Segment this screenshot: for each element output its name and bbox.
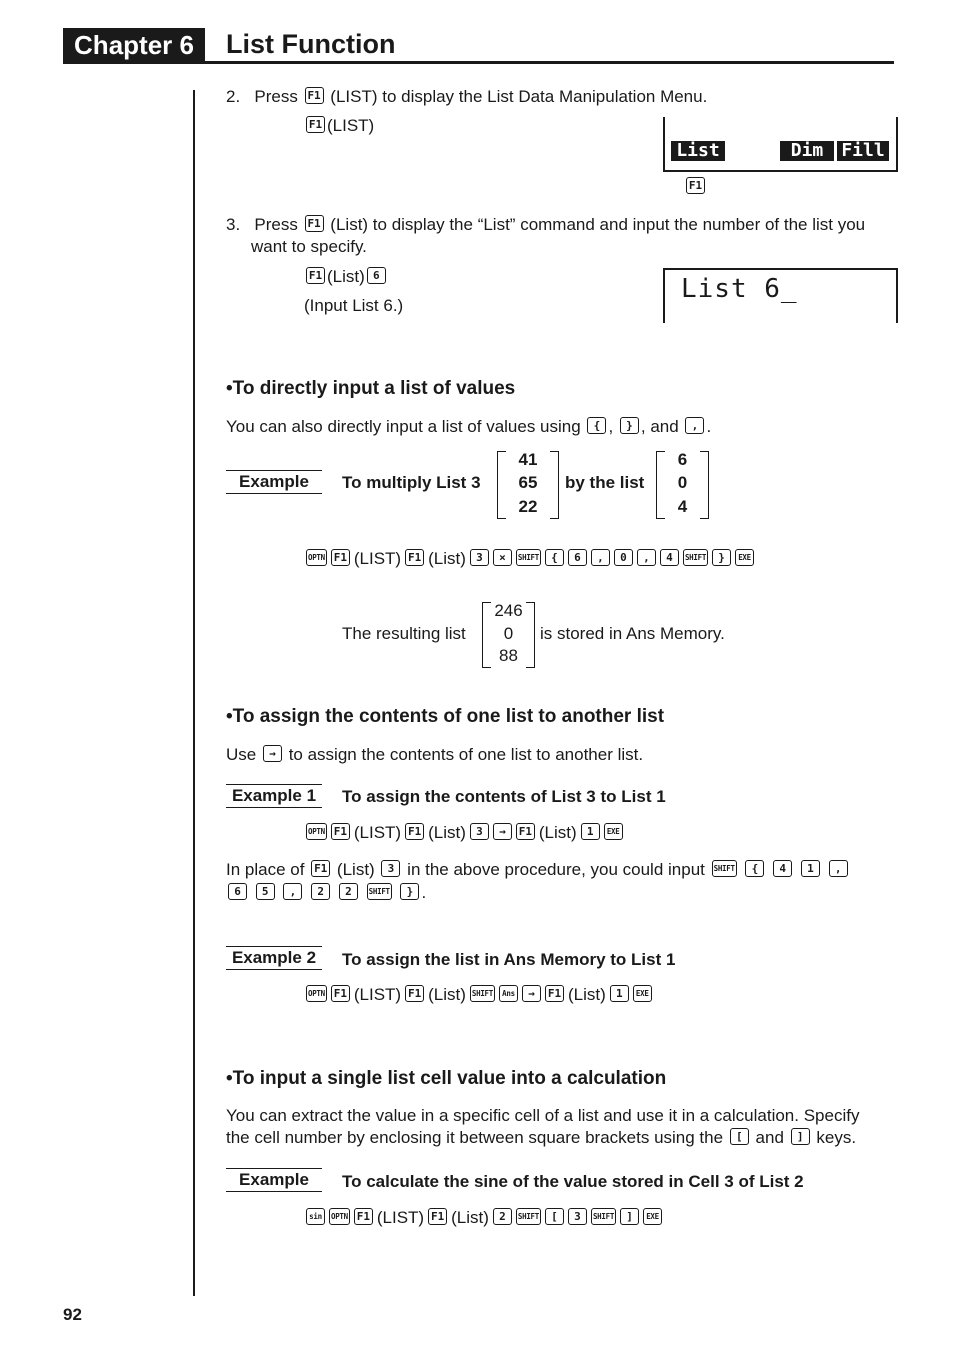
body-text: and	[755, 1128, 784, 1147]
key-2: 2	[311, 883, 330, 900]
close-brace-key: }	[400, 883, 419, 900]
key-caption: (List)	[538, 823, 577, 842]
result-item: 0	[503, 624, 514, 643]
key-sequence-2	[304, 822, 625, 844]
menu-item-dim: Dim	[780, 141, 834, 161]
header-rule	[63, 61, 894, 64]
key-caption: (List)	[428, 985, 466, 1004]
section-3-para-2	[226, 1127, 856, 1149]
f1-key: F1	[545, 985, 564, 1002]
open-brace-key: {	[545, 549, 564, 566]
screen-f1-label	[684, 176, 707, 198]
comma-key: ,	[283, 883, 302, 900]
f1-key: F1	[405, 823, 424, 840]
step-text: (List) to display the “List” command and input the number of the list you	[330, 215, 866, 234]
step-2	[226, 86, 707, 108]
close-bracket-key: ]	[620, 1208, 639, 1225]
key-3: 3	[470, 823, 489, 840]
exe-key: EXE	[643, 1208, 662, 1225]
key-1: 1	[581, 823, 600, 840]
key-caption: (List)	[451, 1208, 489, 1227]
calculator-screen-menu	[663, 117, 898, 172]
body-text: (List)	[336, 860, 375, 879]
key-1: 1	[801, 860, 820, 877]
f1-key: F1	[305, 87, 324, 104]
open-brace-key: {	[587, 417, 606, 434]
open-bracket-key: [	[730, 1128, 749, 1145]
result-pre-text: The resulting list	[342, 624, 466, 643]
step-text: (LIST) to display the List Data Manipulation Menu.	[330, 87, 708, 106]
f1-key: F1	[305, 215, 324, 232]
body-text: keys.	[816, 1128, 857, 1147]
key-2: 2	[493, 1208, 512, 1225]
chapter-title: List Function	[226, 29, 396, 59]
key-caption: (List)	[567, 985, 606, 1004]
key-caption: (List)	[428, 549, 466, 568]
shift-key: SHIFT	[712, 860, 737, 877]
example-label: Example	[226, 1168, 322, 1192]
f1-key: F1	[516, 823, 535, 840]
f1-key: F1	[311, 860, 330, 877]
key-5: 5	[256, 883, 275, 900]
key-caption: (LIST)	[376, 1208, 425, 1227]
f1-key: F1	[354, 1208, 373, 1225]
step-3	[226, 214, 865, 236]
key-sequence-4	[304, 1207, 664, 1229]
step-text: Press	[254, 215, 298, 234]
f1-key: F1	[331, 549, 350, 566]
by-the-list-text: by the list	[565, 473, 645, 492]
key-sequence-1	[304, 548, 756, 570]
shift-key: SHIFT	[683, 549, 708, 566]
close-bracket-key: ]	[791, 1128, 810, 1145]
section-2-intro	[226, 744, 643, 766]
key-3: 3	[470, 549, 489, 566]
shift-key: SHIFT	[470, 985, 495, 1002]
section-3-para-1: You can extract the value in a specific cell of a list and use it in a calculation. Specify	[226, 1106, 860, 1125]
section-1-intro	[226, 416, 711, 438]
f1-key: F1	[405, 985, 424, 1002]
key-caption: (LIST)	[327, 116, 375, 135]
optn-key: OPTN	[306, 549, 327, 566]
shift-key: SHIFT	[516, 549, 541, 566]
open-brace-key: {	[745, 860, 764, 877]
list-a-item: 22	[518, 497, 538, 516]
section-heading-assign: •To assign the contents of one list to another list	[226, 706, 665, 727]
example-text: To multiply List 3	[342, 473, 481, 492]
multiply-key: ×	[493, 549, 512, 566]
result-item: 88	[499, 646, 518, 665]
intro-text: to assign the contents of one list to another list.	[288, 745, 644, 764]
step-number: 3.	[226, 215, 241, 234]
key-2: 2	[339, 883, 358, 900]
intro-text: You can also directly input a list of values using	[226, 417, 581, 436]
exe-key: EXE	[735, 549, 754, 566]
example-1-label: Example 1	[226, 784, 322, 808]
assign-arrow-key: →	[493, 823, 512, 840]
key-6: 6	[568, 549, 587, 566]
open-bracket-key: [	[545, 1208, 564, 1225]
key-caption: (List)	[327, 267, 365, 286]
key-4: 4	[660, 549, 679, 566]
step-text: Press	[254, 87, 298, 106]
list-matrix-a	[497, 451, 559, 519]
shift-key: SHIFT	[516, 1208, 541, 1225]
optn-key: OPTN	[306, 985, 327, 1002]
step-number: 2.	[226, 87, 241, 106]
example-2-label: Example 2	[226, 946, 322, 970]
key-sequence-3	[304, 984, 654, 1006]
list-b-item: 6	[677, 450, 688, 469]
in-place-line-2	[226, 882, 426, 904]
list-b-item: 0	[677, 473, 688, 492]
body-text: .	[421, 883, 427, 902]
shift-key: SHIFT	[591, 1208, 616, 1225]
f1-key: F1	[405, 549, 424, 566]
f1-key: F1	[331, 985, 350, 1002]
list-a-item: 65	[518, 473, 538, 492]
result-item: 246	[494, 601, 523, 620]
step-2-keys	[304, 115, 374, 137]
menu-item-fill: Fill	[837, 141, 889, 161]
result-matrix	[482, 602, 535, 668]
assign-arrow-key: →	[522, 985, 541, 1002]
result-post-text: is stored in Ans Memory.	[540, 624, 725, 643]
comma-key: ,	[591, 549, 610, 566]
ans-key: Ans	[499, 985, 518, 1002]
list-matrix-b	[656, 451, 709, 519]
example-label: Example	[226, 470, 322, 494]
example-text: To calculate the sine of the value stored in Cell 3 of List 2	[342, 1172, 804, 1191]
key-caption: (LIST)	[353, 549, 402, 568]
example-1-text: To assign the contents of List 3 to List 1	[342, 787, 666, 806]
list-a-item: 41	[518, 450, 538, 469]
key-caption: (LIST)	[353, 985, 402, 1004]
section-heading-cell-value: •To input a single list cell value into a calculation	[226, 1068, 667, 1089]
key-4: 4	[773, 860, 792, 877]
key-6: 6	[228, 883, 247, 900]
optn-key: OPTN	[306, 823, 327, 840]
f1-key: F1	[331, 823, 350, 840]
close-brace-key: }	[620, 417, 639, 434]
assign-arrow-key: →	[263, 745, 282, 762]
step-3-keys	[304, 266, 388, 288]
close-brace-key: }	[712, 549, 731, 566]
body-text: the cell number by enclosing it between square brackets using the	[226, 1128, 724, 1147]
key-caption: (List)	[428, 823, 466, 842]
list-b-item: 4	[677, 497, 688, 516]
comma-key: ,	[685, 417, 704, 434]
comma-key: ,	[637, 549, 656, 566]
screen-text: List 6_	[681, 274, 798, 304]
example-2-text: To assign the list in Ans Memory to List 1	[342, 950, 676, 969]
key-caption: (LIST)	[353, 823, 402, 842]
margin-rule	[193, 90, 195, 1296]
menu-item-list: List	[671, 141, 725, 161]
comma-key: ,	[829, 860, 848, 877]
body-text: In place of	[226, 860, 305, 879]
sin-key: sin	[306, 1208, 325, 1225]
key-0: 0	[614, 549, 633, 566]
page-number: 92	[63, 1305, 82, 1324]
in-place-line-1	[226, 859, 850, 881]
separator: .	[706, 417, 712, 436]
exe-key: EXE	[633, 985, 652, 1002]
f1-key: F1	[306, 267, 325, 284]
key-3: 3	[568, 1208, 587, 1225]
key-3: 3	[381, 860, 400, 877]
key-6: 6	[367, 267, 386, 284]
chapter-badge: Chapter 6	[63, 28, 205, 62]
section-heading-direct-input: •To directly input a list of values	[226, 378, 516, 399]
calculator-screen-list	[663, 268, 898, 323]
f1-key: F1	[428, 1208, 447, 1225]
body-text: in the above procedure, you could input	[407, 860, 705, 879]
step-3-note: (Input List 6.)	[304, 296, 404, 315]
optn-key: OPTN	[329, 1208, 350, 1225]
intro-text: Use	[226, 745, 257, 764]
exe-key: EXE	[604, 823, 623, 840]
separator: , and	[640, 417, 679, 436]
step-3-cont: want to specify.	[251, 237, 367, 256]
f1-key: F1	[686, 177, 705, 194]
shift-key: SHIFT	[367, 883, 392, 900]
key-1: 1	[610, 985, 629, 1002]
f1-key: F1	[306, 116, 325, 133]
separator: ,	[608, 417, 614, 436]
